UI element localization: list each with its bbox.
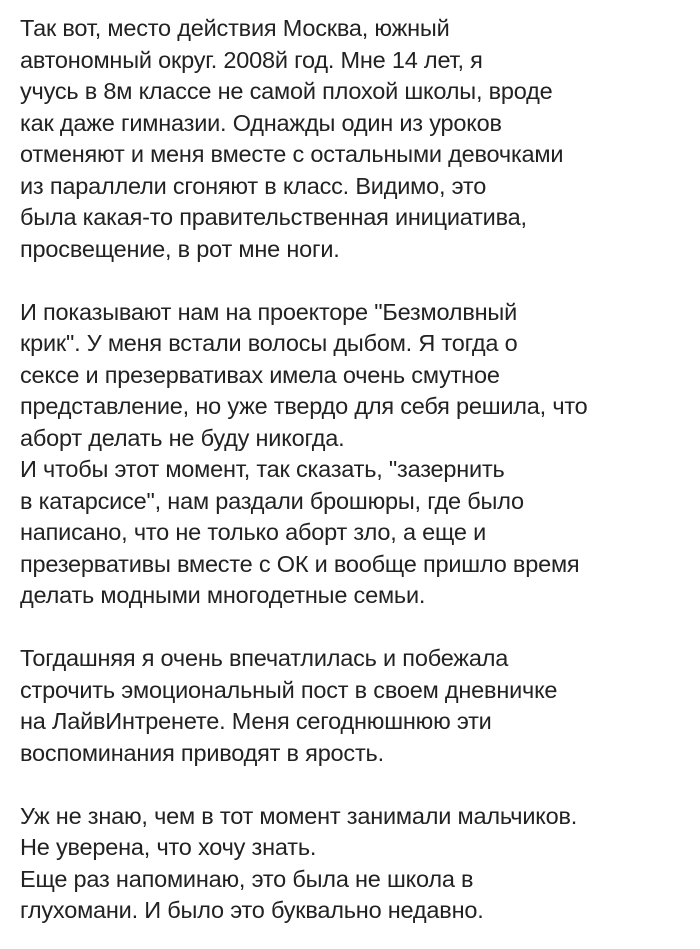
text-line: И чтобы этот момент, так сказать, "зазернить: [20, 456, 505, 482]
text-line: написано, что не только аборт зло, а еще и: [20, 519, 487, 545]
text-line: как даже гимназии. Однажды один из уроков: [20, 109, 502, 136]
text-line: на ЛайвИнтренете. Меня сегоднюшнюю эти: [20, 708, 492, 734]
text-line: сексе и презервативах имела очень смутное: [20, 361, 500, 388]
text-line: отменяют и меня вместе с остальными девочками: [20, 141, 564, 167]
text-line: делать модными многодетные семьи.: [20, 582, 426, 608]
text-line: просвещение, в рот мне ноги.: [20, 235, 340, 262]
text-line: воспоминания приводят в ярость.: [20, 739, 384, 766]
text-line: Не уверена, что хочу знать.: [20, 834, 317, 860]
text-line: презервативы вместе с ОК и вообще пришло время: [20, 550, 580, 577]
text-line: Тогдашняя я очень впечатлилась и побежала: [20, 645, 509, 671]
text-line: учусь в 8м классе не самой плохой школы, вроде: [20, 78, 553, 104]
text-line: глухомани. И было это буквально недавно.: [20, 897, 484, 923]
text-line: Уж не знаю, чем в тот момент занимали мальчиков.: [20, 802, 578, 829]
paragraph-1: [20, 13, 692, 265]
text-line: была какая-то правительственная инициатива,: [20, 204, 527, 230]
paragraph-4: [20, 801, 692, 927]
text-line: И показывают нам на проекторе "Безмолвный: [20, 298, 517, 325]
text-line: крик". У меня встали волосы дыбом. Я тогда о: [20, 330, 518, 356]
text-line: аборт делать не буду никогда.: [20, 424, 345, 451]
text-line: Так вот, место действия Москва, южный: [20, 15, 450, 41]
text-line: Еще раз напоминаю, это была не школа в: [20, 865, 474, 892]
text-line: автономный округ. 2008й год. Мне 14 лет, я: [20, 46, 483, 73]
text-line: представление, но уже твердо для себя решила, что: [20, 393, 588, 419]
text-line: из параллели сгоняют в класс. Видимо, это: [20, 172, 487, 199]
text-line: в катарсисе", нам раздали брошюры, где было: [20, 487, 524, 514]
paragraph-2: [20, 297, 692, 612]
paragraph-3: [20, 643, 692, 769]
text-line: строчить эмоциональный пост в своем дневничке: [20, 676, 558, 703]
